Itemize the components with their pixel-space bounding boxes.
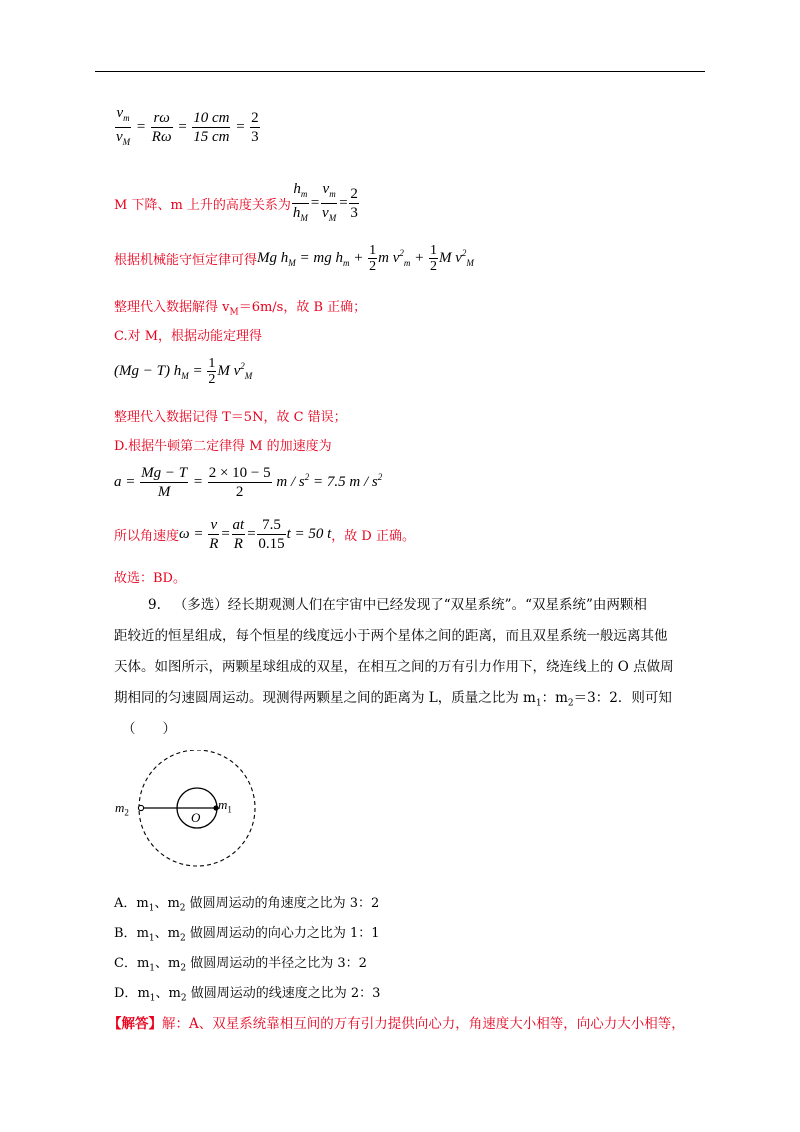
option-d-letter: D． [114, 986, 138, 1001]
fraction-cm [192, 109, 230, 146]
eq3-t2: M v [438, 249, 462, 266]
option-a-letter: A． [114, 896, 137, 911]
eq5-f1-den: M [157, 484, 171, 500]
eq3-t2-sub: M [466, 257, 474, 268]
eq2-c-den: 3 [350, 205, 358, 221]
option-b[interactable] [114, 922, 380, 944]
eq2-b-num: v [322, 181, 330, 197]
eq3-half-num-2: 1 [429, 243, 437, 258]
eq4-rhs-sub: M [244, 370, 253, 381]
eq2-b-num-sub: m [329, 189, 336, 199]
fraction-vm-vM-2 [321, 180, 337, 227]
option-c-s2: 2 [180, 963, 187, 974]
equation-energy [257, 243, 474, 274]
label-m1-letter: m [218, 797, 228, 812]
eq4-rhs: M v [217, 362, 241, 379]
fraction-mg-t-over-m [140, 464, 188, 501]
option-c-letter: C． [114, 956, 137, 971]
label-m2-letter: m [115, 800, 125, 815]
label-m2 [115, 800, 129, 818]
equation-velocity-ratio: $\frac{v_m}{v_M}$ = $\frac{r\omega}{R\omega}$ = $\frac{10 cm}{15 cm}$ = $\frac{2}{3}$ [114, 104, 261, 151]
q-line4-c: ＝3：2．则可知 [573, 690, 672, 706]
answer-line [108, 1012, 685, 1032]
label-m1 [218, 797, 232, 815]
eq3-lhs: Mg h [257, 249, 289, 266]
eq4-rhs-sup: 2 [240, 360, 245, 371]
eq6-f2-num: at [232, 517, 245, 533]
omega-text: 所以角速度 [114, 528, 180, 544]
fraction-2-3-b [349, 185, 359, 222]
eq4-half-den: 2 [208, 372, 216, 387]
question-line-2: 距较近的恒星组成，每个恒星的线度远小于两个星体之间的距离，而且双星系统一般远离其他 [114, 628, 668, 644]
option-d-text: 做圆周运动的线速度之比为 2：3 [186, 986, 381, 1001]
option-c[interactable] [114, 952, 367, 974]
option-d-pre: m [137, 986, 150, 1001]
option-b-s1: 1 [148, 933, 155, 944]
fraction-v-r [208, 516, 219, 553]
equation-acceleration [114, 464, 382, 501]
eq2-b-den-sub: M [328, 213, 337, 223]
eq4-lhs: (Mg − T) h [114, 362, 182, 379]
eq5-eq: = [189, 473, 207, 490]
eq1-b-den: Rω [151, 129, 172, 145]
fraction-numeric [208, 464, 272, 501]
option-a-s2: 2 [179, 903, 186, 914]
answer-blank: （ ） [122, 721, 176, 737]
eq3-t1: m v [378, 249, 400, 266]
line-t-result: 整理代入数据记得 T＝5N，故 C 错误； [114, 410, 347, 425]
eq2-a-num-sub: m [300, 189, 308, 199]
eq3-plus: + [349, 249, 368, 266]
fraction-half-3 [207, 356, 216, 387]
question-line-3: 天体。如图所示，两颗星球组成的双星，在相互之间的万有引力作用下，绕连线上的 O 点做周 [114, 659, 674, 675]
line-angular-velocity [114, 516, 415, 553]
option-a-s1: 1 [148, 903, 155, 914]
eq3-lhs-sub: M [288, 257, 296, 268]
eq1-b-num: rω [151, 109, 173, 128]
fraction-vm-vM [115, 104, 131, 151]
eq1-c-den: 15 cm [193, 129, 230, 145]
option-d-s2: 2 [180, 993, 187, 1004]
eq6-f2-den: R [233, 536, 243, 552]
option-d-mid: 、m [155, 986, 181, 1001]
option-c-mid: 、m [155, 956, 181, 971]
option-b-mid: 、m [154, 926, 180, 941]
answer-tag: 【解答】 [108, 1016, 162, 1032]
option-b-letter: B． [114, 926, 137, 941]
eq5-unit1: m / s [272, 473, 305, 490]
option-a[interactable] [114, 892, 379, 914]
question-number: 9. [148, 597, 161, 613]
eq3-t1-sub: m [403, 257, 411, 268]
eq4-eq: = [188, 362, 207, 379]
label-m2-sub: 2 [124, 807, 129, 818]
eq3-half-den: 2 [369, 259, 377, 274]
line-c-intro: C.对 M，根据动能定理得 [114, 329, 263, 344]
option-d[interactable] [114, 982, 380, 1004]
eq1-c-num: 10 cm [193, 110, 230, 126]
eq2-a-den-sub: M [300, 213, 308, 223]
eq1-d-den: 3 [251, 129, 259, 145]
eq3-plus2: + [410, 249, 428, 266]
eq5-f2-num: 2 × 10 − 5 [208, 465, 271, 481]
eq1-a-num: v [116, 105, 124, 121]
vm-sub: M [229, 307, 239, 318]
fraction-half-2 [429, 243, 438, 274]
option-d-s1: 1 [149, 993, 156, 1004]
option-b-text: 做圆周运动的向心力之比为 1：1 [185, 926, 380, 941]
eq5-f2-den: 2 [235, 484, 244, 500]
option-a-text: 做圆周运动的角速度之比为 3：2 [185, 896, 380, 911]
fraction-hm-hM [292, 180, 309, 227]
eq5-f1-num: Mg − T [141, 465, 188, 481]
line-d-intro: D.根据牛顿第二定律得 M 的加速度为 [114, 439, 332, 454]
question-line-1 [148, 590, 647, 621]
eq2-a-num: h [293, 181, 301, 197]
option-b-s2: 2 [179, 933, 186, 944]
question-line-1-text: （多选）经长期观测人们在宇宙中已经发现了“双星系统”。“双星系统”由两颗相 [173, 597, 647, 613]
label-o: O [191, 810, 201, 825]
height-relation-text: M 下降、m 上升的高度关系为 [114, 197, 291, 213]
header-rule [95, 71, 705, 72]
eq6-f1-den: R [209, 536, 219, 552]
eq3-eq: = mg h [295, 249, 343, 266]
eq1-d-num: 2 [251, 110, 259, 126]
vm-rest: ＝6m/s，故 B 正确； [238, 300, 367, 315]
eq3-eq-sub: m [342, 257, 350, 268]
option-a-pre: m [136, 896, 149, 911]
eq3-half-den-2: 2 [429, 259, 437, 274]
eq5-res-sup: 2 [377, 471, 383, 482]
q-line4-a: 期相同的匀速圆周运动。现测得两颗星之间的距离为 L，质量之比为 m [114, 690, 536, 706]
fraction-at-r [232, 516, 246, 553]
label-m1-sub: 1 [227, 804, 232, 815]
line-energy-conservation [114, 243, 474, 274]
vm-text: 整理代入数据解得 v [114, 300, 230, 315]
answer-text: 解：A、双星系统靠相互间的万有引力提供向心力，角速度大小相等，向心力大小相等， [162, 1016, 685, 1032]
eq3-half-num: 1 [369, 243, 377, 258]
fraction-half-1 [368, 243, 377, 274]
fraction-7-5 [257, 516, 285, 553]
eq4-half-num: 1 [208, 356, 216, 371]
option-a-mid: 、m [154, 896, 180, 911]
line-height-relation [114, 180, 360, 227]
eq5-unit1-sup: 2 [304, 471, 310, 482]
eq1-a-den-sub: M [122, 137, 131, 147]
eq6-f1-num: v [208, 516, 219, 535]
omega-rest: ，故 D 正确。 [331, 528, 415, 544]
question-line-4 [114, 683, 672, 720]
eq6-f3-den: 0.15 [258, 536, 285, 552]
equation-omega: ω = $\frac{v}{R}$ = $\frac{at}{R}$ = $\frac{7.5}{0.15}$ t = 50 t [179, 517, 332, 552]
eq5-lhs: a = [114, 473, 140, 490]
fraction-2-3 [250, 109, 260, 146]
eq6-f3-num: 7.5 [257, 516, 285, 535]
equation-height-ratio: $\frac{h_m}{h_M}$ = $\frac{v_m}{v_M}$ = $\frac{2}{3}$ [291, 195, 360, 211]
equation-work-energy [114, 356, 252, 387]
q-line4-b: ：m [541, 690, 568, 706]
fraction-romega [151, 109, 173, 146]
eq1-a-num-sub: m [123, 113, 130, 123]
q-line4-sub1: 1 [535, 698, 542, 709]
eq5-res: = 7.5 m / s [309, 473, 378, 490]
eq3-t2-sup: 2 [461, 247, 467, 258]
line-answer-choice: 故选：BD。 [114, 571, 186, 586]
eq1-a-den: v [116, 129, 123, 145]
eq2-c-num: 2 [350, 186, 358, 202]
eq3-t1-sup: 2 [399, 247, 404, 258]
option-b-pre: m [136, 926, 149, 941]
option-c-s1: 1 [149, 963, 156, 974]
option-c-pre: m [136, 956, 150, 971]
q-line4-sub2: 2 [567, 698, 574, 709]
eq2-b-den: v [322, 205, 329, 221]
star-m2 [138, 805, 143, 810]
energy-text: 根据机械能守恒定律可得 [114, 252, 258, 268]
line-vm-result [114, 296, 366, 318]
eq6-w: ω = [179, 525, 208, 542]
option-c-text: 做圆周运动的半径之比为 3：2 [186, 956, 367, 971]
eq4-lhs-sub: M [181, 370, 189, 381]
eq6-tail: t = 50 t [286, 525, 332, 542]
eq2-a-den: h [292, 205, 301, 221]
